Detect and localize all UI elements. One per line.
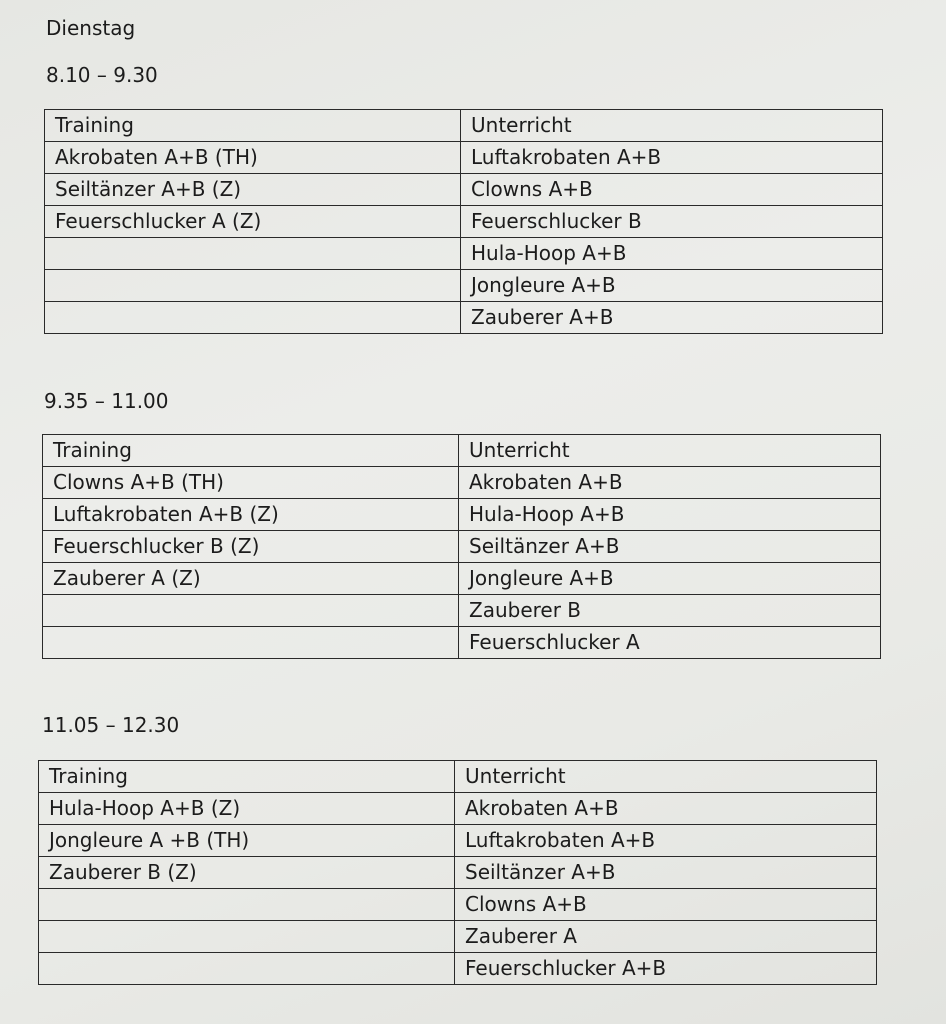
unterricht-cell: Clowns A+B — [461, 174, 883, 206]
unterricht-cell: Akrobaten A+B — [455, 793, 877, 825]
time-slot-1: 8.10 – 9.30 — [46, 63, 158, 87]
schedule-table-1 — [44, 109, 883, 334]
column-header-unterricht: Unterricht — [455, 761, 877, 793]
training-cell: Feuerschlucker A (Z) — [45, 206, 461, 238]
training-cell: Zauberer A (Z) — [43, 563, 459, 595]
training-cell — [45, 270, 461, 302]
training-cell — [45, 238, 461, 270]
unterricht-cell: Jongleure A+B — [461, 270, 883, 302]
column-header-training: Training — [43, 435, 459, 467]
unterricht-cell: Feuerschlucker A — [459, 627, 881, 659]
table-row — [39, 921, 877, 953]
table-row — [45, 142, 883, 174]
table-row — [45, 206, 883, 238]
training-cell: Zauberer B (Z) — [39, 857, 455, 889]
unterricht-cell: Hula-Hoop A+B — [461, 238, 883, 270]
table-row — [43, 563, 881, 595]
training-cell: Luftakrobaten A+B (Z) — [43, 499, 459, 531]
table-row — [43, 499, 881, 531]
table-row — [39, 889, 877, 921]
table-row — [39, 953, 877, 985]
time-slot-2: 9.35 – 11.00 — [44, 389, 169, 413]
table-row — [39, 825, 877, 857]
unterricht-cell: Feuerschlucker A+B — [455, 953, 877, 985]
training-cell — [39, 921, 455, 953]
schedule-table-2 — [42, 434, 881, 659]
schedule-table-3 — [38, 760, 877, 985]
training-cell: Hula-Hoop A+B (Z) — [39, 793, 455, 825]
training-cell — [43, 627, 459, 659]
training-cell: Feuerschlucker B (Z) — [43, 531, 459, 563]
training-cell — [39, 953, 455, 985]
unterricht-cell: Zauberer A+B — [461, 302, 883, 334]
training-cell: Seiltänzer A+B (Z) — [45, 174, 461, 206]
unterricht-cell: Clowns A+B — [455, 889, 877, 921]
table-header-row — [39, 761, 877, 793]
table-row — [45, 238, 883, 270]
column-header-training: Training — [45, 110, 461, 142]
table-row — [45, 174, 883, 206]
unterricht-cell: Zauberer B — [459, 595, 881, 627]
training-cell: Jongleure A +B (TH) — [39, 825, 455, 857]
unterricht-cell: Jongleure A+B — [459, 563, 881, 595]
training-cell: Clowns A+B (TH) — [43, 467, 459, 499]
unterricht-cell: Luftakrobaten A+B — [455, 825, 877, 857]
unterricht-cell: Luftakrobaten A+B — [461, 142, 883, 174]
table-row — [43, 595, 881, 627]
table-row — [39, 857, 877, 889]
unterricht-cell: Seiltänzer A+B — [455, 857, 877, 889]
table-header-row — [45, 110, 883, 142]
table-row — [45, 270, 883, 302]
training-cell — [43, 595, 459, 627]
column-header-unterricht: Unterricht — [461, 110, 883, 142]
column-header-training: Training — [39, 761, 455, 793]
column-header-unterricht: Unterricht — [459, 435, 881, 467]
table-row — [39, 793, 877, 825]
unterricht-cell: Hula-Hoop A+B — [459, 499, 881, 531]
unterricht-cell: Feuerschlucker B — [461, 206, 883, 238]
table-row — [43, 627, 881, 659]
table-header-row — [43, 435, 881, 467]
table-row — [43, 531, 881, 563]
unterricht-cell: Zauberer A — [455, 921, 877, 953]
time-slot-3: 11.05 – 12.30 — [42, 713, 180, 737]
training-cell — [39, 889, 455, 921]
unterricht-cell: Seiltänzer A+B — [459, 531, 881, 563]
table-row — [45, 302, 883, 334]
page-title: Dienstag — [46, 16, 136, 40]
table-row — [43, 467, 881, 499]
unterricht-cell: Akrobaten A+B — [459, 467, 881, 499]
training-cell: Akrobaten A+B (TH) — [45, 142, 461, 174]
training-cell — [45, 302, 461, 334]
